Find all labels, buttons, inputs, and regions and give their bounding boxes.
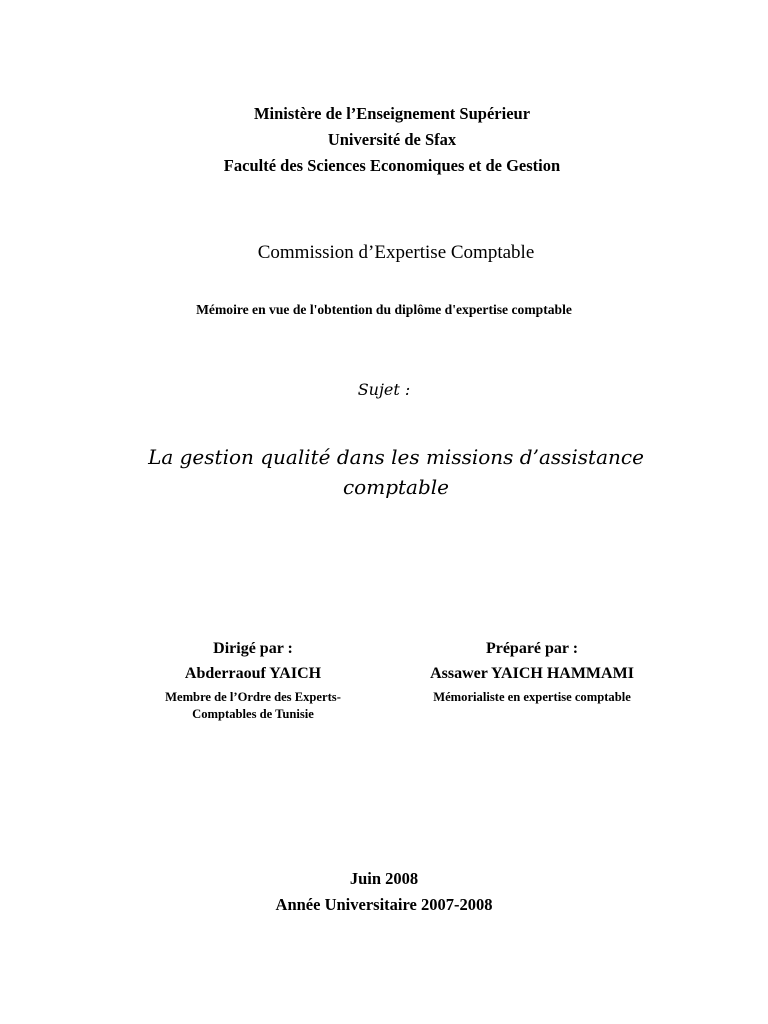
academic-year-line: Année Universitaire 2007-2008 [275,895,493,914]
thesis-title [12,442,768,502]
director-role [127,689,379,723]
university-line: Université de Sfax [327,130,457,149]
institution-header [8,101,768,179]
date-footer [0,866,768,918]
author-name: Assawer YAICH HAMMAMI [430,665,634,682]
author-heading: Préparé par : [485,640,579,657]
date-line: Juin 2008 [349,869,419,888]
faculty-line: Faculté des Sciences Economiques et de Gestion [223,156,561,175]
thesis-title-line-1: La gestion qualité dans les missions d’assistance [148,445,644,469]
director-heading: Dirigé par : [213,640,293,657]
director-role-line-2: Comptables de Tunisie [192,707,314,721]
director-name: Abderraouf YAICH [184,665,322,682]
director-block [127,637,379,723]
sujet-label: Sujet : [357,380,411,399]
memoire-subtitle: Mémoire en vue de l'obtention du diplôme d'expertise comptable [196,302,572,317]
author-role-line-1: Mémorialiste en expertise comptable [433,690,631,704]
commission-heading: Commission d’Expertise Comptable [257,242,535,263]
ministry-line: Ministère de l’Enseignement Supérieur [253,104,531,123]
director-role-line-1: Membre de l’Ordre des Experts- [165,690,341,704]
author-block [400,637,664,706]
author-role [400,689,664,706]
thesis-title-line-2: comptable [342,475,449,499]
